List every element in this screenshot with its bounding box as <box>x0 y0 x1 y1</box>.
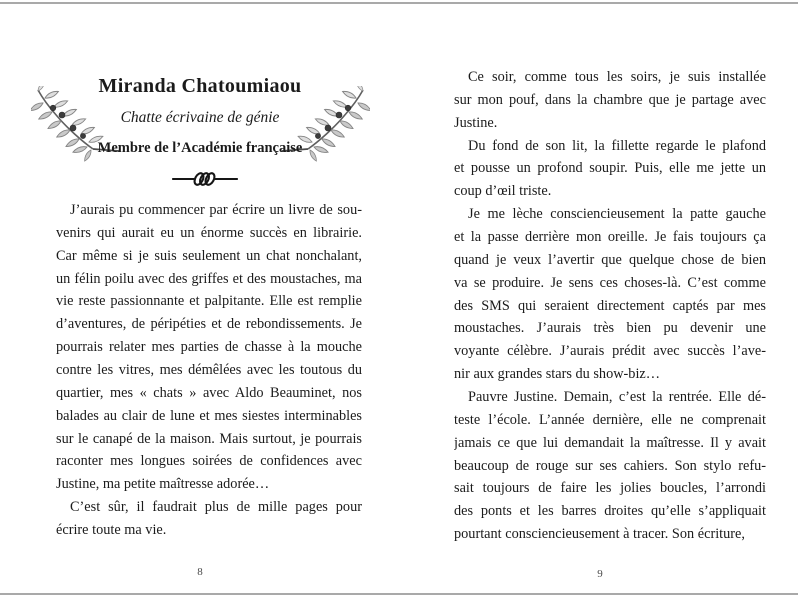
text-line: quand je veux l’avertir que quelque chose de bien <box>454 251 766 268</box>
text-line: Car même si je suis seulement un chat nonchalant, <box>56 247 362 264</box>
text-line: moustaches. J’aurais très bien pu devenir une <box>454 320 766 337</box>
text-line: voyante célèbre. J’aurais prédit avec succès l’ave- <box>454 343 766 360</box>
text-line: Pauvre Justine. Demain, c’est la rentrée. Elle dé- <box>468 389 766 406</box>
chapter-header <box>33 75 367 157</box>
text-line: quartier, mes « chats » avec Aldo Beauminet, nos <box>56 384 362 401</box>
text-line: et la passe derrière mon oreille. Je fais toujours ça <box>454 229 766 246</box>
text-line: des ponts et les barres droites qu’elle s’appliquait <box>454 503 766 520</box>
text-line: sait toujours de faire les jolies boucles, l’arrondi <box>454 480 766 497</box>
text-line: et pousse un profond soupir. Puis, elle me jette un <box>454 160 766 177</box>
text-line: Justine, ma petite maîtresse adorée… <box>56 476 270 493</box>
text-line: sur le canapé de la maison. Mais surtout, je pourrais <box>56 430 362 447</box>
book-title: Miranda Chatoumiaou <box>98 75 302 97</box>
paragraph <box>454 66 766 135</box>
text-line: Justine. <box>454 114 498 131</box>
left-page-number: 8 <box>197 566 203 578</box>
text-line: coup d’œil triste. <box>454 183 552 200</box>
text-line: sur mon pouf, dans la chambre que je partage avec <box>454 91 766 108</box>
text-line: vie reste passionnante et palpitante. Elle est remplie <box>56 293 362 310</box>
text-line: d’aventures, de péripéties et de rebondissements. Je <box>56 316 362 333</box>
text-line: pourtant consciencieusement à tracer. Son écriture, <box>454 526 745 543</box>
text-line: beaucoup de rouge sur ses cahiers. Son stylo refu- <box>454 457 766 474</box>
rope-twist-divider-icon <box>172 171 238 187</box>
text-line: va se produire. Je sens ces choses-là. C’est comme <box>454 274 766 291</box>
book-subtitle: Chatte écrivaine de génie <box>120 109 280 126</box>
text-line: contre les vitres, mes démêlées avec les toutous du <box>56 362 362 379</box>
paragraph <box>454 135 766 204</box>
left-page-body <box>56 199 362 542</box>
text-line: écrire toute ma vie. <box>56 522 167 539</box>
text-line: un félin poilu avec des griffes et des moustaches, ma <box>56 270 362 287</box>
text-line: Je me lèche consciencieusement la patte gauche <box>468 206 766 223</box>
text-line: Du fond de son lit, la fillette regarde le plafond <box>468 137 766 154</box>
right-page-number: 9 <box>597 568 603 580</box>
book-affiliation: Membre de l’Académie française <box>97 140 303 156</box>
text-line: pourrais relater mes parties de chasse à la mouche <box>56 339 362 356</box>
text-line: raconter mes longues soirées de confidences avec <box>56 453 362 470</box>
text-line: des SMS qui seraient directement captés par mes <box>454 297 766 314</box>
text-line: J’aurais pu commencer par écrire un livre de sou- <box>70 202 362 218</box>
text-line: Ce soir, comme tous les soirs, je suis installée <box>468 69 766 85</box>
paragraph <box>454 386 766 546</box>
text-line: venirs qui aurait eu un énorme succès en librairie. <box>56 224 362 241</box>
text-line: teste l’école. L’année dernière, elle ne comprenait <box>454 411 766 428</box>
bottom-rule <box>0 593 798 595</box>
text-line: jamais ce que lui demandait la maîtresse. Il y avait <box>454 434 766 451</box>
text-line: nir aux grandes stars du show-biz… <box>454 366 661 383</box>
right-page-body <box>454 66 766 546</box>
paragraph <box>56 199 362 496</box>
text-line: C’est sûr, il faudrait plus de mille pages pour <box>70 499 362 516</box>
paragraph <box>454 203 766 386</box>
text-line: balades au clair de lune et mes siestes interminables <box>56 407 362 424</box>
paragraph <box>56 496 362 542</box>
